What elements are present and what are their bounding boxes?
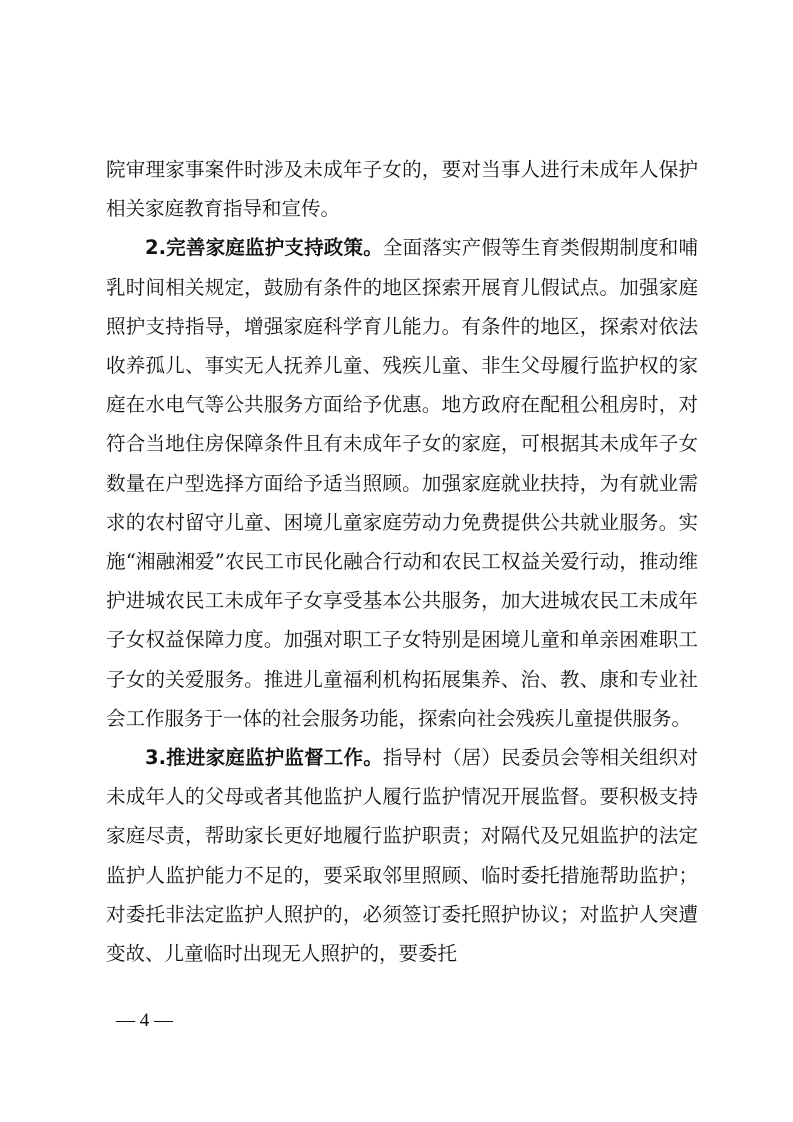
- paragraph-text: 院审理家事案件时涉及未成年子女的，要对当事人进行未成年人保护相关家庭教育指导和宣传。: [106, 158, 698, 221]
- paragraph-continuation: [106, 150, 698, 228]
- section-heading: 3.推进家庭监护监督工作。: [145, 746, 383, 770]
- paragraph-family-guardianship-support: [106, 228, 698, 738]
- page-number: — 4 —: [116, 1010, 173, 1031]
- paragraph-text: 全面落实产假等生育类假期制度和哺乳时间相关规定，鼓励有条件的地区探索开展育儿假试点。加强家庭照护支持指导，增强家庭科学育儿能力。有条件的地区，探索对依法收养孤儿、事实无人抚养儿童、残疾儿童、非生父母履行监护权的家庭在水电气等公共服务方面给予优惠。地方政府在配租公租房时，对符合当地住房保障条件且有未成年子女的家庭，可根据其未成年子女数量在户型选择方面给予适当照顾。加强家庭就业扶持，为有就业需求的农村留守儿童、困境儿童家庭劳动力免费提供公共就业服务。实施“湘融湘爱”农民工市民化融合行动和农民工权益关爱行动，推动维护进城农民工未成年子女享受基本公共服务，加大进城农民工未成年子女权益保障力度。加强对职工子女特别是困境儿童和单亲困难职工子女的关爱服务。推进儿童福利机构拓展集养、治、教、康和专业社会工作服务于一体的社会服务功能，探索向社会残疾儿童提供服务。: [106, 236, 698, 730]
- paragraph-guardianship-supervision: [106, 738, 698, 973]
- body-text: [106, 150, 698, 973]
- section-heading: 2.完善家庭监护支持政策。: [145, 236, 383, 260]
- paragraph-text: 指导村（居）民委员会等相关组织对未成年人的父母或者其他监护人履行监护情况开展监督。要积极支持家庭尽责，帮助家长更好地履行监护职责；对隔代及兄姐监护的法定监护人监护能力不足的，要采取邻里照顾、临时委托措施帮助监护；对委托非法定监护人照护的，必须签订委托照护协议；对监护人突遭变故、儿童临时出现无人照护的，要委托: [106, 746, 698, 966]
